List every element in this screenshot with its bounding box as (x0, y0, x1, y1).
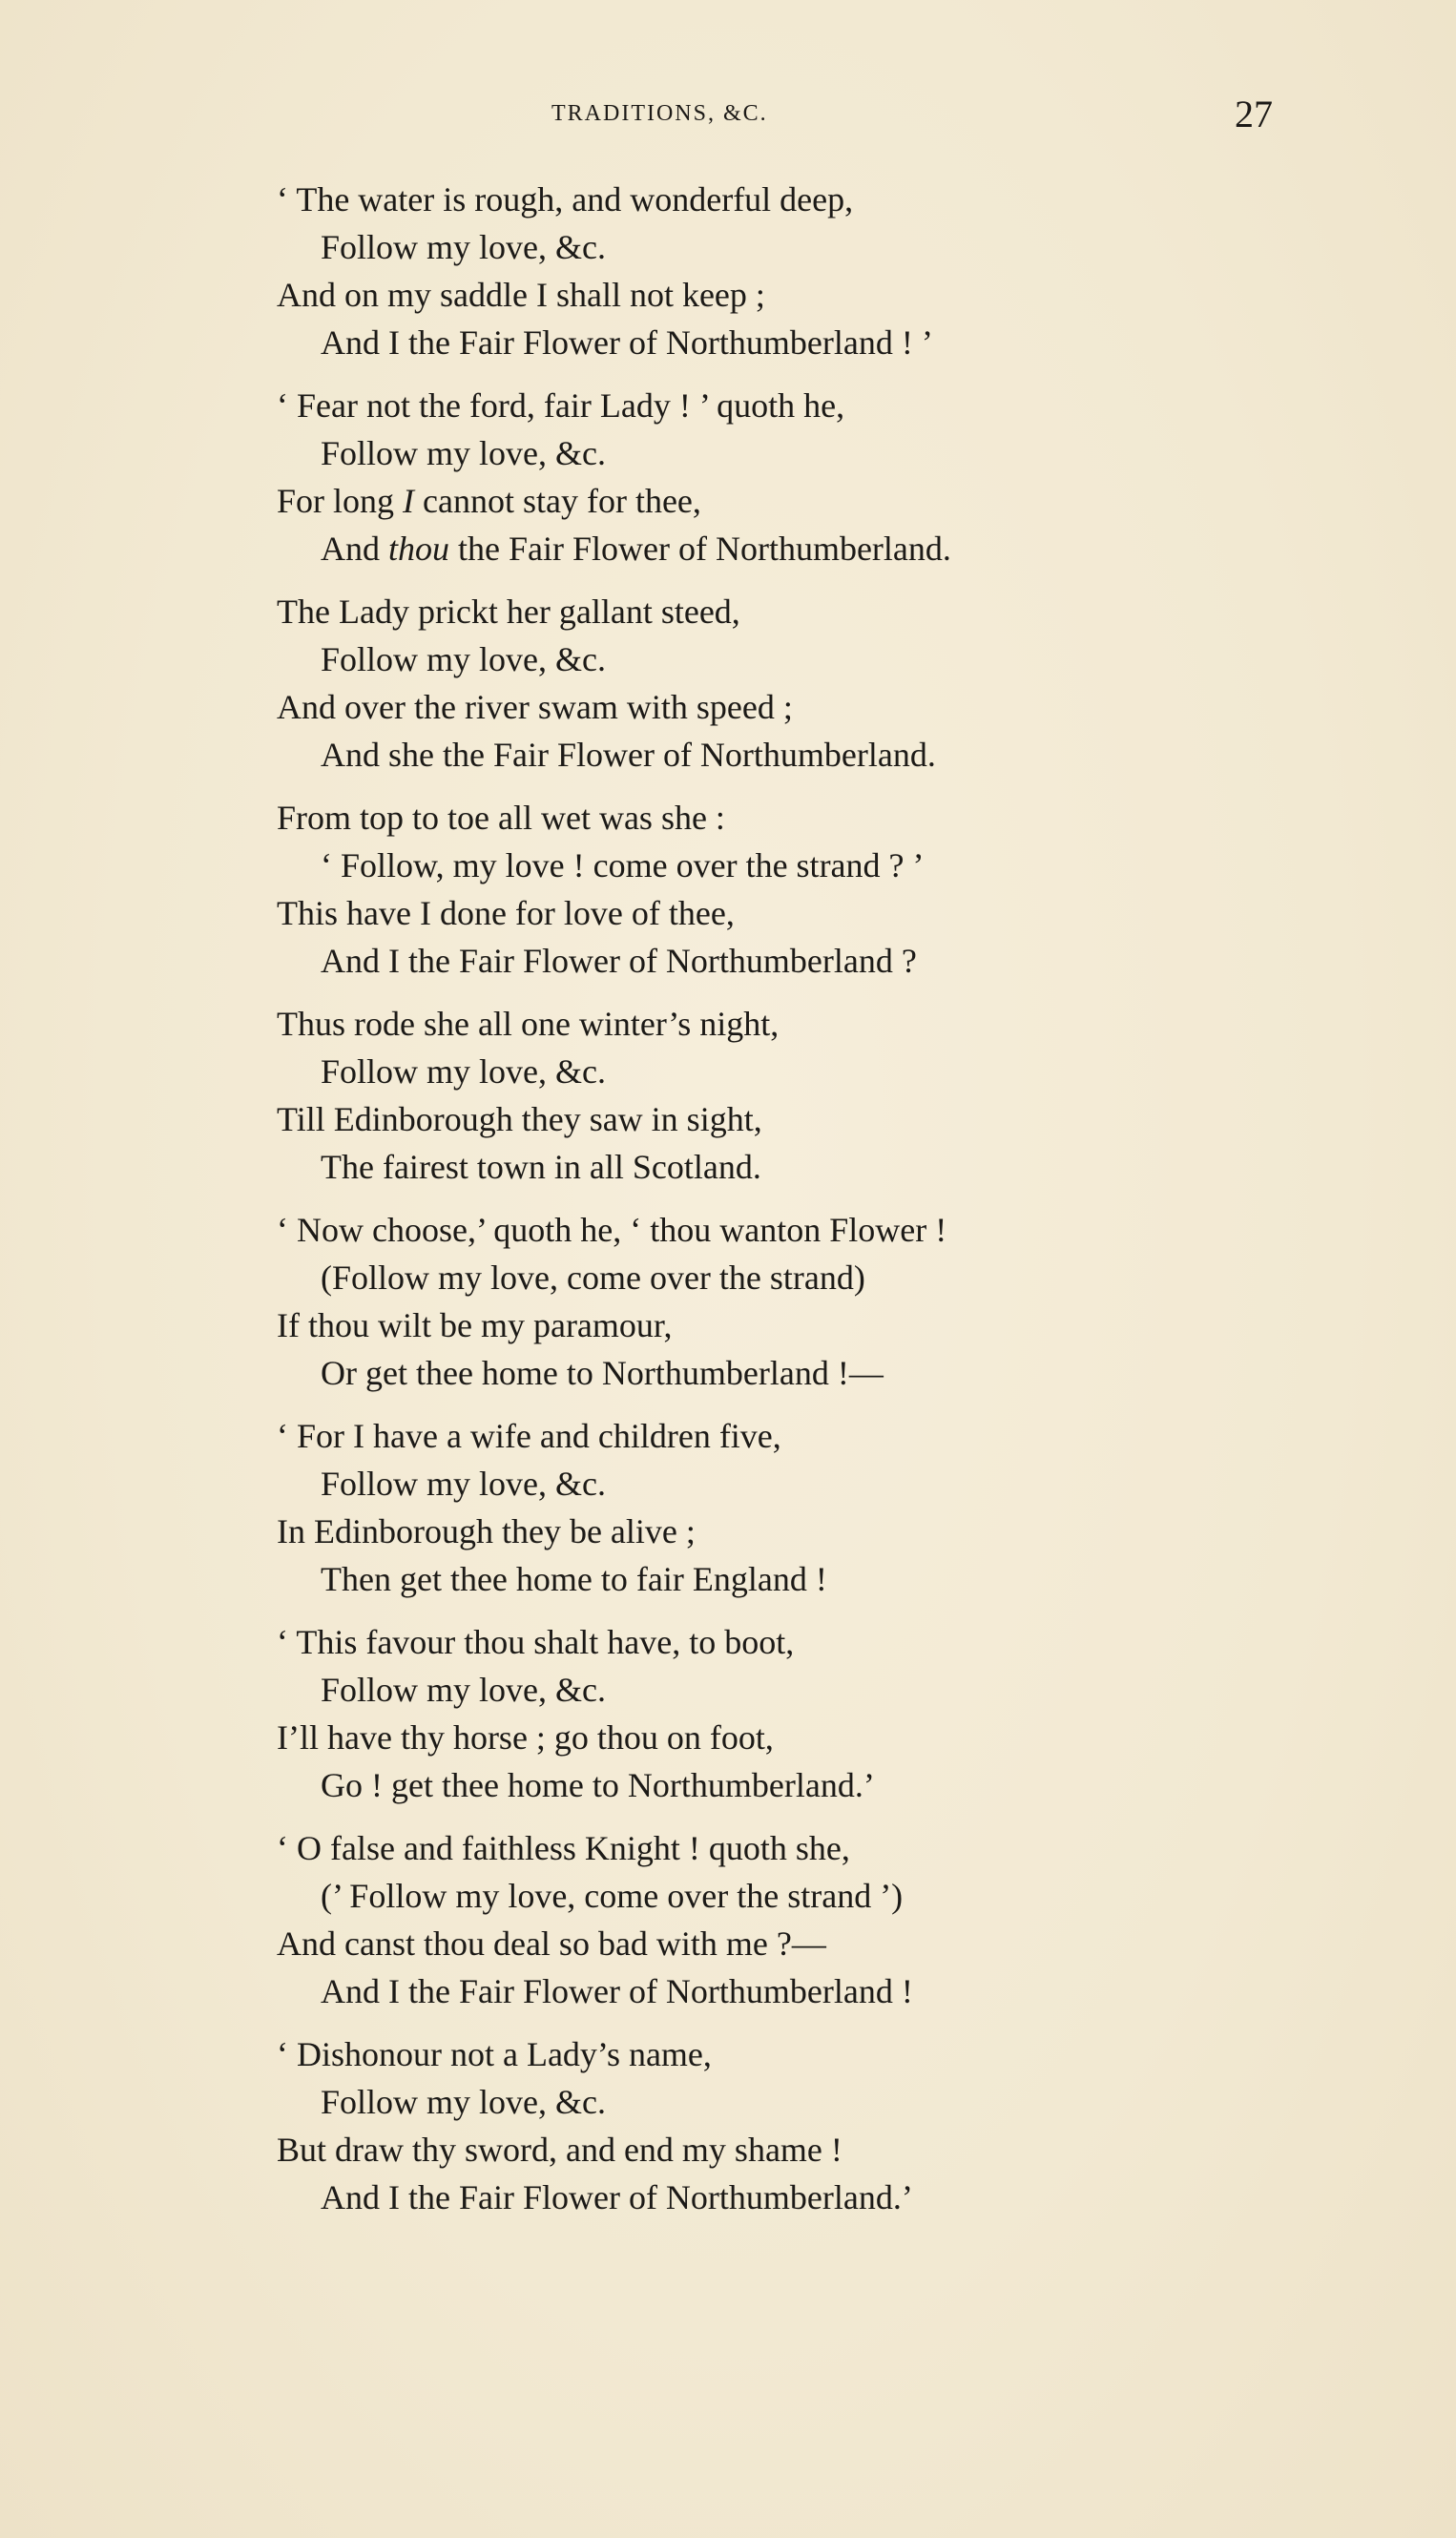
running-head (0, 92, 1456, 139)
refrain-line: The fairest town in all Scotland. (321, 1148, 761, 1186)
refrain-line: ‘ Follow, my love ! come over the strand ? ’ (321, 846, 925, 884)
stanza-1 (277, 176, 1374, 366)
refrain-line: Follow my love, &c. (321, 434, 606, 472)
poem-line: ‘ O false and faithless Knight ! quoth she, (277, 1829, 850, 1867)
refrain-line: And I the Fair Flower of Northumberland ! ’ (321, 323, 933, 362)
stanza-6 (277, 1206, 1374, 1397)
refrain-line: Follow my love, &c. (321, 1052, 606, 1091)
poem-line: From top to toe all wet was she : (277, 799, 725, 837)
stanza-7 (277, 1412, 1374, 1603)
refrain-line: And I the Fair Flower of Northumberland.’ (321, 2178, 913, 2216)
running-head-title: TRADITIONS, &C. (551, 101, 768, 126)
poem-line: But draw thy sword, and end my shame ! (277, 2131, 842, 2169)
refrain-line: Follow my love, &c. (321, 228, 606, 266)
italic-word: thou (388, 530, 450, 568)
line-segment: the Fair Flower of Northumberland. (458, 530, 951, 568)
stanza-8 (277, 1618, 1374, 1809)
poem-line: I’ll have thy horse ; go thou on foot, (277, 1718, 774, 1757)
refrain-line: And she the Fair Flower of Northumberland. (321, 736, 936, 774)
refrain-line: Then get thee home to fair England ! (321, 1560, 827, 1598)
stanza-4 (277, 794, 1374, 985)
refrain-line: And I the Fair Flower of Northumberland ! (321, 1972, 913, 2010)
refrain-line: Follow my love, &c. (321, 2083, 606, 2121)
poem-line: ‘ Now choose,’ quoth he, ‘ thou wanton Flower ! (277, 1211, 947, 1249)
line-segment: For long (277, 482, 395, 520)
line-segment: And (321, 530, 380, 568)
refrain-line: (Follow my love, come over the strand) (321, 1259, 865, 1297)
poem-line: And canst thou deal so bad with me ?— (277, 1924, 826, 1963)
refrain-line: (’ Follow my love, come over the strand ’) (321, 1877, 904, 1915)
poem-line: And over the river swam with speed ; (277, 688, 793, 726)
refrain-line: And I the Fair Flower of Northumberland ? (321, 942, 917, 980)
refrain-line: Follow my love, &c. (321, 1465, 606, 1503)
poem-line: ‘ The water is rough, and wonderful deep, (277, 180, 854, 218)
stanza-9 (277, 1824, 1374, 2015)
poem (277, 176, 1374, 2236)
poem-line: Till Edinborough they saw in sight, (277, 1100, 762, 1138)
refrain-line: Follow my love, &c. (321, 640, 606, 678)
refrain-line: Go ! get thee home to Northumberland.’ (321, 1766, 875, 1804)
poem-line: ‘ Dishonour not a Lady’s name, (277, 2035, 712, 2073)
refrain-line: Follow my love, &c. (321, 1671, 606, 1709)
poem-line: ‘ This favour thou shalt have, to boot, (277, 1623, 795, 1661)
stanza-2 (277, 382, 1374, 572)
refrain-line (277, 525, 1374, 572)
poem-line: If thou wilt be my paramour, (277, 1306, 673, 1344)
poem-line: ‘ For I have a wife and children five, (277, 1417, 781, 1455)
line-segment: cannot stay for thee, (423, 482, 701, 520)
poem-line: Thus rode she all one winter’s night, (277, 1005, 780, 1043)
poem-line (277, 477, 1374, 525)
poem-line: In Edinborough they be alive ; (277, 1512, 696, 1550)
stanza-10 (277, 2030, 1374, 2221)
stanza-3 (277, 588, 1374, 779)
poem-line: This have I done for love of thee, (277, 894, 735, 932)
italic-word: I (403, 482, 415, 520)
poem-line: The Lady prickt her gallant steed, (277, 593, 740, 631)
poem-line: And on my saddle I shall not keep ; (277, 276, 765, 314)
page-number: 27 (1235, 93, 1273, 135)
stanza-5 (277, 1000, 1374, 1191)
poem-line: ‘ Fear not the ford, fair Lady ! ’ quoth he, (277, 386, 845, 425)
refrain-line: Or get thee home to Northumberland !— (321, 1354, 884, 1392)
